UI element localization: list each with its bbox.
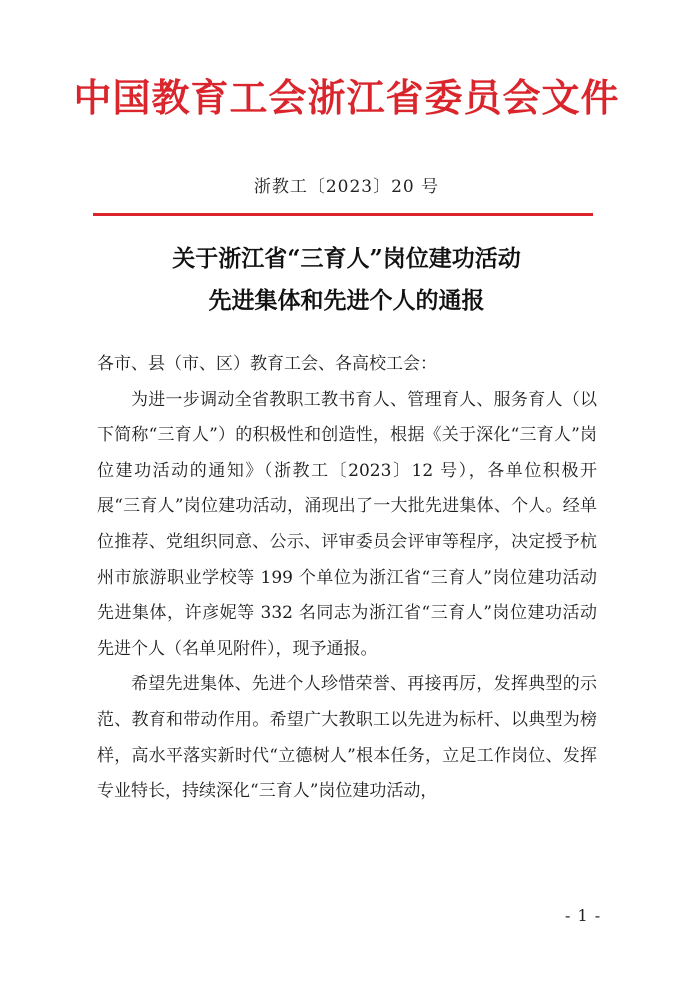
salutation: 各市、县（市、区）教育工会、各高校工会： [97, 354, 437, 374]
document-number: 浙教工〔2023〕20 号 [253, 177, 440, 197]
title-line-2: 先进集体和先进个人的通报 [208, 287, 485, 314]
red-divider-line [93, 213, 593, 216]
document-masthead: 中国教育工会浙江省委员会文件 [73, 75, 620, 120]
document-title [0, 238, 693, 322]
title-line-1: 关于浙江省“三育人”岗位建功活动 [172, 245, 521, 272]
paragraph-1: 为进一步调动全省教职工教书育人、管理育人、服务育人（以下简称“三育人”）的积极性和创造性，根据《关于深化“三育人”岗位建功活动的通知》（浙教工〔2023〕12 号），各单位积极开展“三育人”岗位建功活动，涌现出了一大批先进集体、个人。经单位推荐、党组织同意、公示、评审委员会评审等程序，决定授予杭州市旅游职业学校等 199 个单位为浙江省“三育人”岗位建功活动先进集体，许彦妮等 332 名同志为浙江省“三育人”岗位建功活动先进个人（名单见附件），现予通报。 [97, 389, 597, 659]
page-number: - 1 - [565, 906, 602, 925]
document-body [97, 347, 597, 810]
paragraph-2: 希望先进集体、先进个人珍惜荣誉、再接再厉，发挥典型的示范、教育和带动作用。希望广大教职工以先进为标杆、以典型为榜样，高水平落实新时代“立德树人”根本任务，立足工作岗位、发挥专业特长，持续深化“三育人”岗位建功活动， [97, 674, 597, 802]
